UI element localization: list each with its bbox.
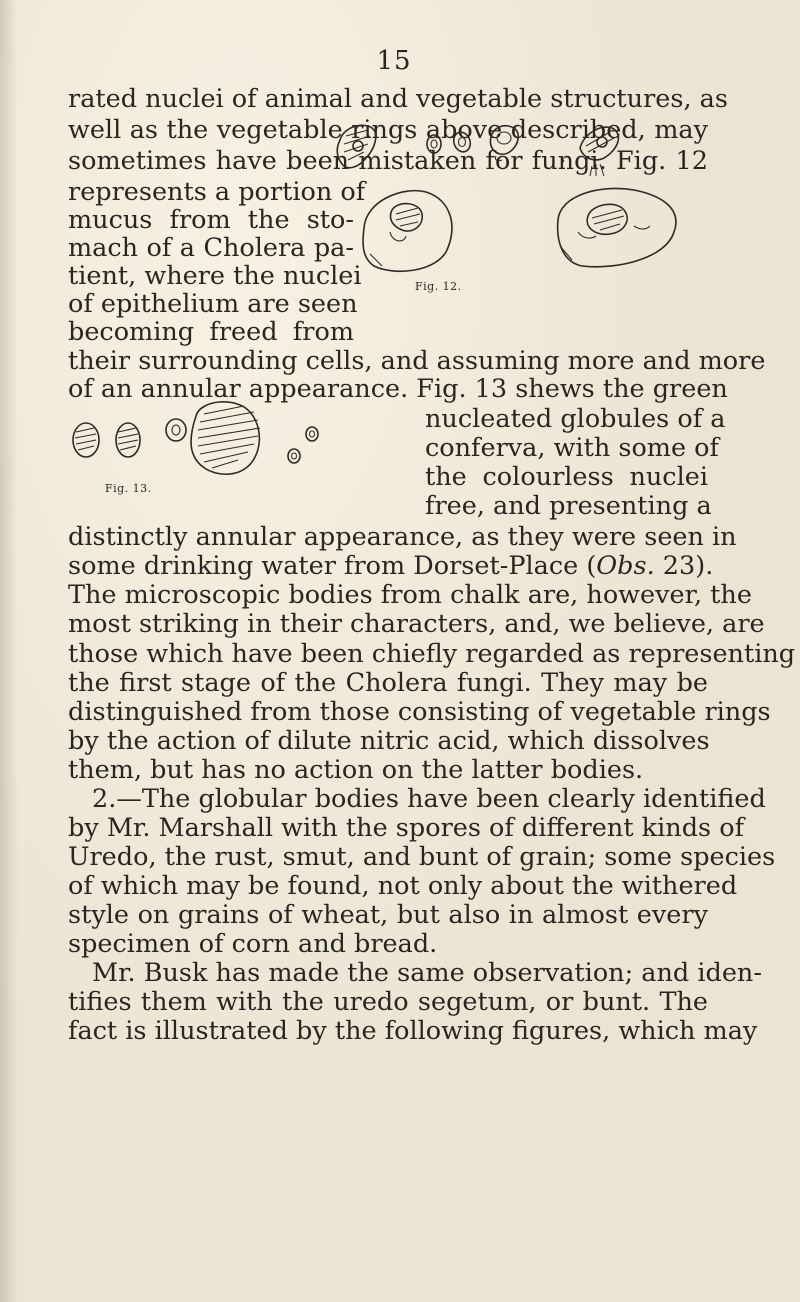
text-line bbox=[68, 551, 714, 581]
text-line: style on grains of wheat, but also in almost every bbox=[68, 900, 708, 930]
text-line: by the action of dilute nitric acid, which dissolves bbox=[68, 726, 710, 756]
text-line: free, and presenting a bbox=[425, 491, 712, 521]
figure-13-caption: Fig. 13. bbox=[105, 482, 152, 495]
text-line: most striking in their characters, and, we believe, are bbox=[68, 609, 765, 639]
figure-12-illustration bbox=[334, 120, 714, 290]
page-edge-shadow bbox=[0, 0, 18, 1302]
text-line: distinguished from those consisting of vegetable rings bbox=[68, 697, 771, 727]
text-line: becoming freed from bbox=[68, 317, 354, 347]
text-line: tifies them with the uredo segetum, or bunt. The bbox=[68, 987, 708, 1017]
obs-reference: Obs. bbox=[596, 551, 655, 581]
conferva-globule bbox=[116, 423, 140, 457]
text-line: them, but has no action on the latter bodies. bbox=[68, 755, 644, 785]
text-line: nucleated globules of a bbox=[425, 404, 726, 434]
text-fragment: 23). bbox=[654, 551, 714, 581]
text-line: conferva, with some of bbox=[425, 433, 719, 463]
epithelium-cell bbox=[580, 127, 618, 176]
free-nucleus bbox=[427, 135, 441, 153]
text-line: distinctly annular appearance, as they were seen in bbox=[68, 522, 737, 552]
text-line: represents a portion of bbox=[68, 177, 366, 207]
text-line: rated nuclei of animal and vegetable structures, as bbox=[68, 84, 728, 114]
text-line: of an annular appearance. Fig. 13 shews the green bbox=[68, 374, 728, 404]
free-nucleus bbox=[490, 126, 518, 161]
text-line: 2.—The globular bodies have been clearly identified bbox=[92, 784, 766, 814]
colourless-nucleus bbox=[288, 449, 300, 463]
text-line: Mr. Busk has made the same observation; and iden- bbox=[92, 958, 762, 988]
text-line: of epithelium are seen bbox=[68, 289, 358, 319]
text-line: fact is illustrated by the following figures, which may bbox=[68, 1016, 758, 1046]
conferva-globule bbox=[73, 423, 99, 457]
text-line: The microscopic bodies from chalk are, however, the bbox=[68, 580, 752, 610]
text-line: tient, where the nuclei bbox=[68, 261, 362, 291]
text-line: by Mr. Marshall with the spores of different kinds of bbox=[68, 813, 745, 843]
text-line: the colourless nuclei bbox=[425, 462, 708, 492]
text-line: the first stage of the Cholera fungi. They may be bbox=[68, 668, 708, 698]
text-line: Uredo, the rust, smut, and bunt of grain; some species bbox=[68, 842, 776, 872]
free-nucleus bbox=[451, 130, 473, 154]
text-line: mucus from the sto- bbox=[68, 205, 354, 235]
text-line: specimen of corn and bread. bbox=[68, 929, 438, 959]
text-line: those which have been chiefly regarded as representing bbox=[68, 639, 796, 669]
conferva-globule-large bbox=[191, 402, 260, 474]
text-line: sometimes have been mistaken for fungi. Fig. 12 bbox=[68, 146, 708, 176]
text-line: of which may be found, not only about the withered bbox=[68, 871, 738, 901]
text-fragment: some drinking water from Dorset-Place ( bbox=[68, 551, 597, 581]
epithelium-cell-large bbox=[363, 191, 452, 272]
figure-12-caption: Fig. 12. bbox=[415, 280, 462, 293]
figure-12-drawing bbox=[334, 120, 714, 290]
colourless-nucleus bbox=[306, 427, 318, 441]
epithelium-cell-large bbox=[558, 188, 676, 266]
conferva-globule bbox=[166, 419, 186, 441]
text-line: well as the vegetable rings above described, may bbox=[68, 115, 708, 145]
epithelium-cell bbox=[337, 125, 376, 167]
text-line: their surrounding cells, and assuming more and more bbox=[68, 346, 766, 376]
page-number: 15 bbox=[376, 46, 412, 76]
text-line: mach of a Cholera pa- bbox=[68, 233, 354, 263]
